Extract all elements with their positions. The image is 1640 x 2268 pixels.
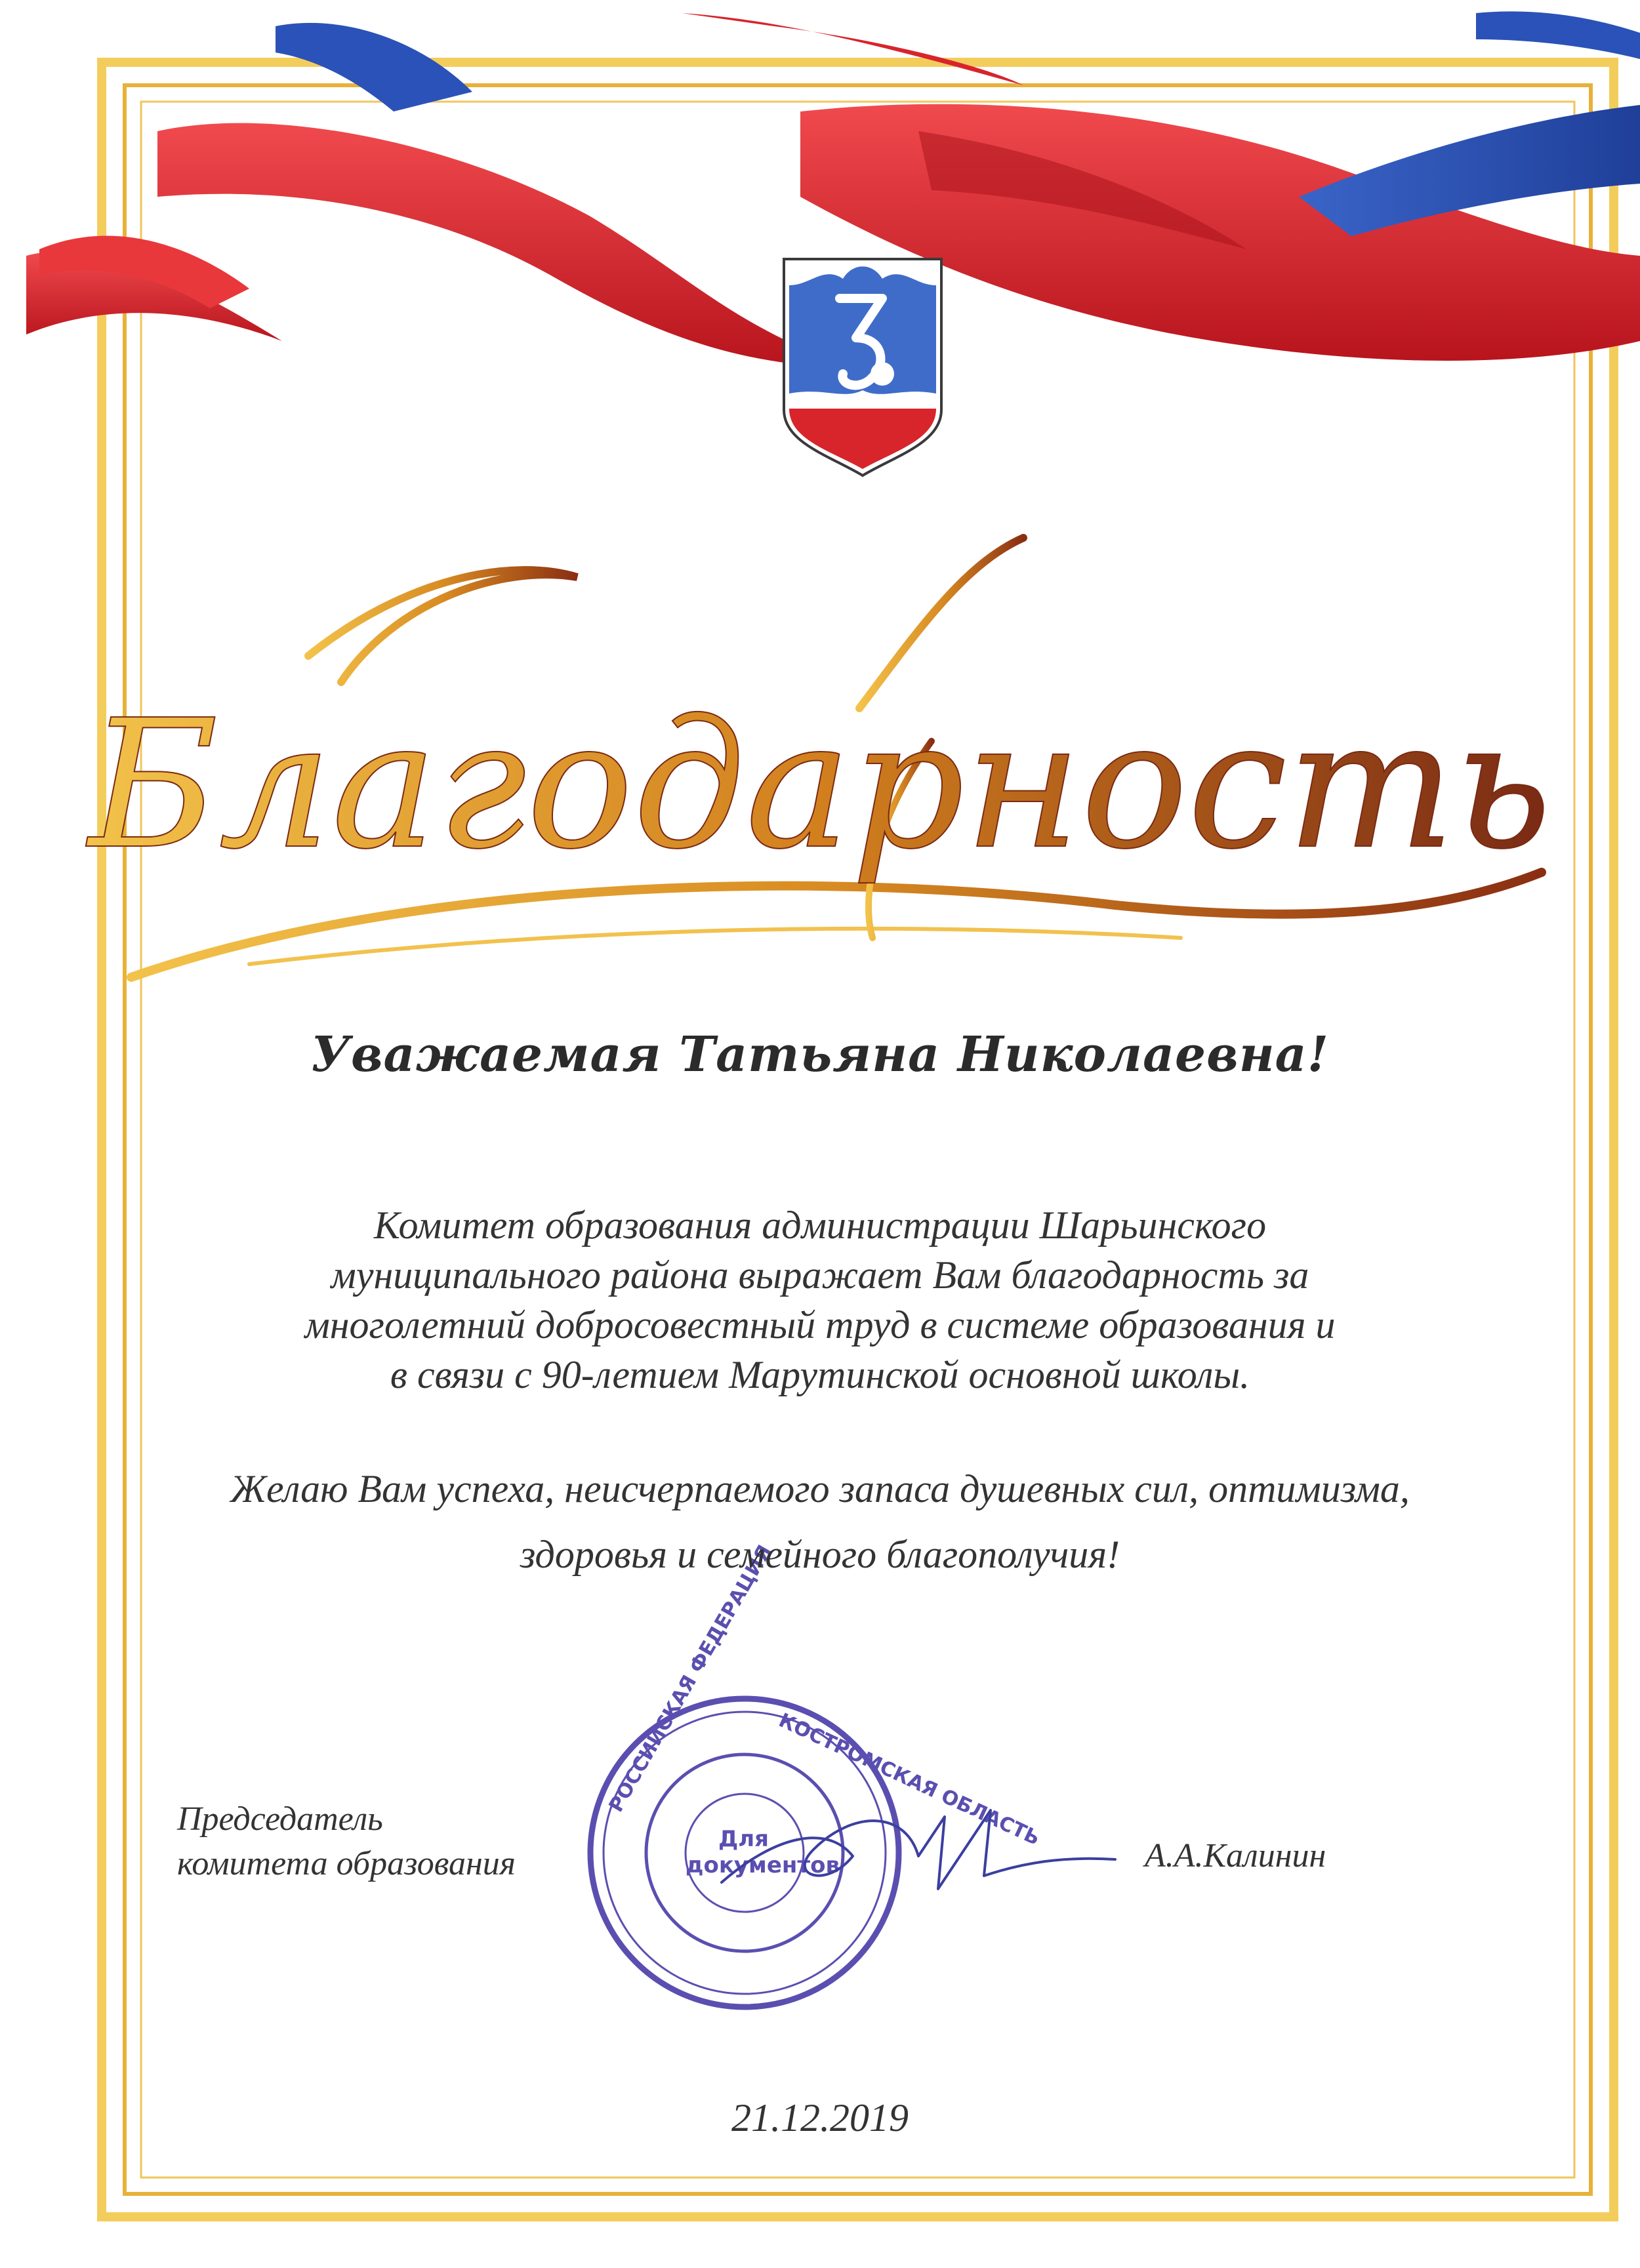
body-line: Комитет образования администрации Шарьинского xyxy=(373,1204,1267,1247)
body-line: многолетний добросовестный труд в системе образования и xyxy=(304,1303,1336,1347)
svg-text:РОССИЙСКАЯ ФЕДЕРАЦИЯ: РОССИЙСКАЯ ФЕДЕРАЦИЯ xyxy=(604,1541,777,1816)
svg-text:документов: документов xyxy=(686,1852,840,1878)
wish-text xyxy=(131,1456,1509,1587)
signer-title-line: комитета образования xyxy=(177,1845,516,1882)
greeting: Уважаемая Татьяна Николаевна! xyxy=(310,1026,1330,1083)
body-line: муниципального района выражает Вам благодарность за xyxy=(331,1253,1309,1297)
body-line: в связи с 90-летием Марутинской основной школы. xyxy=(390,1353,1250,1396)
certificate-heading: Благодарность xyxy=(89,681,1551,888)
signer-title xyxy=(177,1797,516,1886)
body-text xyxy=(197,1200,1443,1400)
wish-line: здоровья и семейного благополучия! xyxy=(520,1533,1120,1576)
svg-text:Для: Для xyxy=(718,1826,769,1852)
svg-text:КОСТРОМСКАЯ ОБЛАСТЬ: КОСТРОМСКАЯ ОБЛАСТЬ xyxy=(775,1709,1044,1851)
wish-line: Желаю Вам успеха, неисчерпаемого запаса душевных сил, оптимизма, xyxy=(230,1467,1410,1510)
signer-title-line: Председатель xyxy=(177,1800,383,1838)
document-date: 21.12.2019 xyxy=(731,2096,909,2139)
signer-name: А.А.Калинин xyxy=(1145,1837,1326,1874)
